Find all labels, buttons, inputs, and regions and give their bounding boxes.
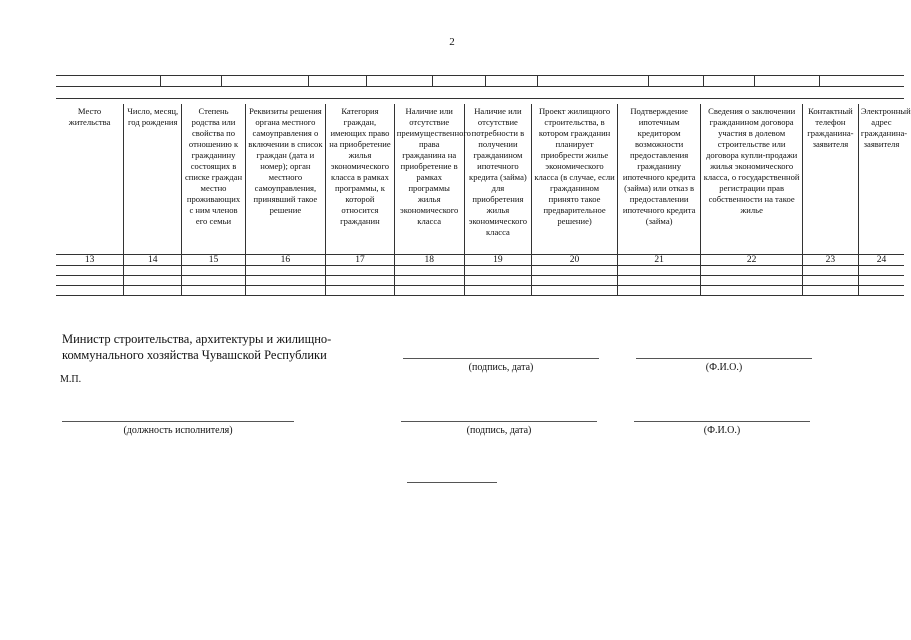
table-cell <box>326 286 395 296</box>
column-number: 15 <box>182 255 245 266</box>
fio-line <box>634 421 810 422</box>
page-number: 2 <box>449 36 455 48</box>
table-cell <box>532 276 618 286</box>
table-cell <box>124 276 182 286</box>
table-cell <box>124 266 182 276</box>
table-cell <box>245 286 325 296</box>
table-cell <box>802 266 858 276</box>
header-cell: Категория граждан, имеющих право на приобретение жилья экономического класса в рамках программы, к которой относится гражданин <box>326 104 395 255</box>
closing-rule <box>407 482 497 483</box>
table-top-rule <box>56 98 904 99</box>
table-cell <box>124 286 182 296</box>
table-cell <box>532 266 618 276</box>
table-row <box>56 276 904 286</box>
table-cell <box>245 266 325 276</box>
strip-tick <box>221 76 222 86</box>
table-cell <box>182 286 245 296</box>
column-number: 24 <box>858 255 904 266</box>
header-cell: Реквизиты решения органа местного самоуправления о включении в список граждан (дата и номер); орган местного самоуправления, принявший такое решение <box>245 104 325 255</box>
table-cell <box>56 286 124 296</box>
table-cell <box>464 276 532 286</box>
table-cell <box>802 286 858 296</box>
table-cell <box>532 286 618 296</box>
column-number: 19 <box>464 255 532 266</box>
fio-caption: (Ф.И.О.) <box>703 425 741 436</box>
header-cell: Сведения о заключении гражданином договора участия в долевом строительстве или договора купли-продажи жилья экономического класса, о государственной регистрации прав собственности на такое жилье <box>701 104 803 255</box>
executor-position-caption: (должность исполнителя) <box>123 425 233 436</box>
column-number: 20 <box>532 255 618 266</box>
table-cell <box>858 266 904 276</box>
strip-tick <box>485 76 486 86</box>
strip-tick <box>703 76 704 86</box>
strip-tick <box>366 76 367 86</box>
table-cell <box>326 266 395 276</box>
table-cell <box>326 276 395 286</box>
table-cell <box>56 276 124 286</box>
column-number: 13 <box>56 255 124 266</box>
column-number-row <box>56 255 904 266</box>
column-number: 14 <box>124 255 182 266</box>
table-cell <box>245 276 325 286</box>
table-cell <box>394 266 464 276</box>
column-number: 16 <box>245 255 325 266</box>
seal-place-label: М.П. <box>60 374 82 385</box>
position-line <box>62 421 294 422</box>
header-cell: Степень родства или свойства по отношению к гражданину состоящих в списке граждан местно проживающих с ним членов его семьи <box>182 104 245 255</box>
table-cell <box>182 266 245 276</box>
header-cell: Проект жилищного строительства, в котором гражданин планирует приобрести жилье экономического класса (в случае, если гражданином принято такое предварительное решение) <box>532 104 618 255</box>
header-cell: Наличие или отсутствие потребности в получении гражданином ипотечного кредита (займа) для приобретения жилья экономического класса <box>464 104 532 255</box>
column-number: 21 <box>617 255 701 266</box>
strip-tick <box>160 76 161 86</box>
table-cell <box>701 286 803 296</box>
signature-line <box>401 421 597 422</box>
strip-tick <box>432 76 433 86</box>
fio-caption: (Ф.И.О.) <box>705 362 743 373</box>
header-cell: Наличие или отсутствие преимущественного права гражданина на приобретение в рамках программы жилья экономического класса <box>394 104 464 255</box>
strip-tick <box>308 76 309 86</box>
table-cell <box>394 286 464 296</box>
table-cell <box>617 286 701 296</box>
table-cell <box>701 266 803 276</box>
strip-tick <box>537 76 538 86</box>
column-number: 23 <box>802 255 858 266</box>
header-row <box>56 104 904 255</box>
table-cell <box>701 276 803 286</box>
strip-tick <box>754 76 755 86</box>
fio-line <box>636 358 812 359</box>
table-cell <box>394 276 464 286</box>
column-number: 18 <box>394 255 464 266</box>
strip-tick <box>819 76 820 86</box>
signature-line <box>403 358 599 359</box>
table-cell <box>858 276 904 286</box>
table-row <box>56 286 904 296</box>
header-cell: Электронный адрес гражданина-заявителя <box>858 104 904 255</box>
column-number: 22 <box>701 255 803 266</box>
table-cell <box>464 266 532 276</box>
table-cell <box>802 276 858 286</box>
minister-title: Министр строительства, архитектуры и жилищно-коммунального хозяйства Чувашской Республики <box>62 332 332 362</box>
table-cell <box>464 286 532 296</box>
top-ruled-strip <box>56 75 904 87</box>
table-cell <box>858 286 904 296</box>
table-cell <box>56 266 124 276</box>
applicants-table <box>56 104 911 296</box>
table-cell <box>617 266 701 276</box>
header-cell: Контактный телефон гражданина-заявителя <box>802 104 858 255</box>
header-cell: Подтверждение ипотечным кредитором возможности предоставления гражданину ипотечного кредита (займа) или отказ в предоставлении ипотечного кредита (займа) <box>617 104 701 255</box>
header-cell: Число, месяц, год рождения <box>124 104 182 255</box>
table-row <box>56 266 904 276</box>
header-cell: Место жительства <box>68 106 111 127</box>
column-number: 17 <box>326 255 395 266</box>
signature-date-caption: (подпись, дата) <box>466 425 532 436</box>
table-cell <box>182 276 245 286</box>
signature-date-caption: (подпись, дата) <box>468 362 534 373</box>
table-cell <box>617 276 701 286</box>
strip-tick <box>648 76 649 86</box>
